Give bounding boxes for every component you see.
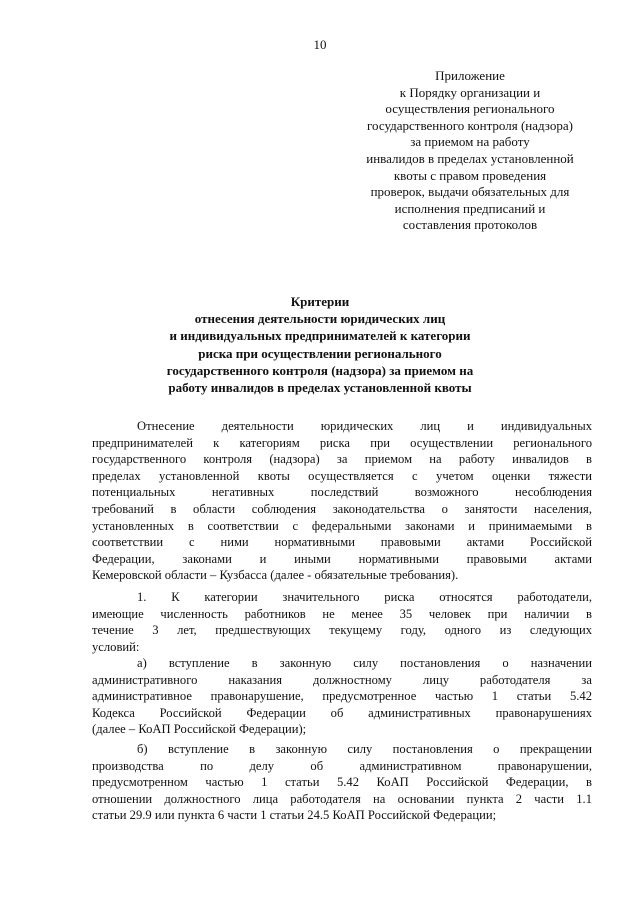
appendix-line: государственного контроля (надзора) bbox=[367, 117, 573, 133]
text-line: соответствии с ними нормативными правовыми актами Российской bbox=[92, 535, 592, 550]
appendix-line: к Порядку организации и bbox=[399, 84, 541, 100]
page-number: 10 bbox=[313, 37, 327, 52]
appendix-line: квоты с правом проведения bbox=[393, 167, 547, 183]
text-line: условий: bbox=[92, 639, 140, 654]
text-line: 1. К категории значительного риска относятся работодатели, bbox=[137, 590, 592, 604]
text-line: административного наказания должностному лицу работодателя за bbox=[92, 672, 592, 687]
appendix-line: проверок, выдачи обязательных для bbox=[370, 184, 570, 200]
appendix-header bbox=[340, 68, 600, 234]
text-line: установленных в соответствии с федеральными законами и принимаемыми в bbox=[92, 518, 592, 533]
text-line: имеющие численность работников не менее 35 человек при наличии в bbox=[92, 606, 592, 621]
appendix-line: исполнения предписаний и bbox=[394, 200, 546, 216]
title-line: отнесения деятельности юридических лиц bbox=[194, 311, 446, 327]
text-line: течение 3 лет, предшествующих текущему году, одного из следующих bbox=[92, 623, 592, 638]
item-1-paragraph bbox=[92, 589, 592, 655]
text-line: Федерации, законами и иными нормативными правовыми актами bbox=[92, 551, 592, 566]
title-line: и индивидуальных предпринимателей к категории bbox=[169, 328, 471, 344]
title-line: риска при осуществлении регионального bbox=[198, 345, 442, 361]
text-line: предпринимателей к категориям риска при осуществлении регионального bbox=[92, 435, 592, 450]
text-line: (далее – КоАП Российской Федерации); bbox=[92, 722, 307, 737]
text-line: отношении должностного лица работодателя на основании пункта 2 части 1.1 bbox=[92, 791, 592, 806]
title-line: работу инвалидов в пределах установленной квоты bbox=[168, 380, 472, 396]
text-line: административное правонарушение, предусмотренное частью 1 статьи 5.42 bbox=[92, 689, 592, 704]
text-line: государственного контроля (надзора) за приемом на работу инвалидов в bbox=[92, 452, 592, 467]
appendix-line: инвалидов в пределах установленной bbox=[366, 150, 574, 166]
appendix-line: Приложение bbox=[435, 68, 505, 83]
text-line: предусмотренном частью 1 статьи 5.42 КоАП Российской Федерации, в bbox=[92, 775, 592, 790]
title-line: Критерии bbox=[290, 294, 350, 309]
text-line: Кодекса Российской Федерации об административных правонарушениях bbox=[92, 705, 592, 720]
text-line: а) вступление в законную силу постановления о назначении bbox=[137, 656, 592, 670]
text-line: потенциальных негативных последствий возможного несоблюдения bbox=[92, 485, 592, 500]
title-line: государственного контроля (надзора) за приемом на bbox=[166, 362, 474, 378]
item-b-paragraph bbox=[92, 741, 592, 824]
text-line: б) вступление в законную силу постановления о прекращении bbox=[137, 742, 592, 756]
text-line: Отнесение деятельности юридических лиц и индивидуальных bbox=[137, 419, 592, 433]
text-line: статьи 29.9 или пункта 6 части 1 статьи 24.5 КоАП Российской Федерации; bbox=[92, 808, 497, 823]
appendix-line: составления протоколов bbox=[402, 217, 538, 233]
appendix-line: осуществления регионального bbox=[385, 101, 555, 117]
text-line: производства по делу об административном правонарушении, bbox=[92, 758, 592, 773]
item-a-paragraph bbox=[92, 655, 592, 738]
text-line: требований в области соблюдения законодательства о занятости населения, bbox=[92, 501, 592, 516]
text-line: пределах установленной квоты осуществляется с учетом оценки тяжести bbox=[92, 468, 592, 483]
appendix-line: за приемом на работу bbox=[410, 134, 530, 150]
document-title bbox=[90, 293, 550, 396]
text-line: Кемеровской области – Кузбасса (далее - обязательные требования). bbox=[92, 568, 459, 583]
intro-paragraph bbox=[92, 418, 592, 584]
